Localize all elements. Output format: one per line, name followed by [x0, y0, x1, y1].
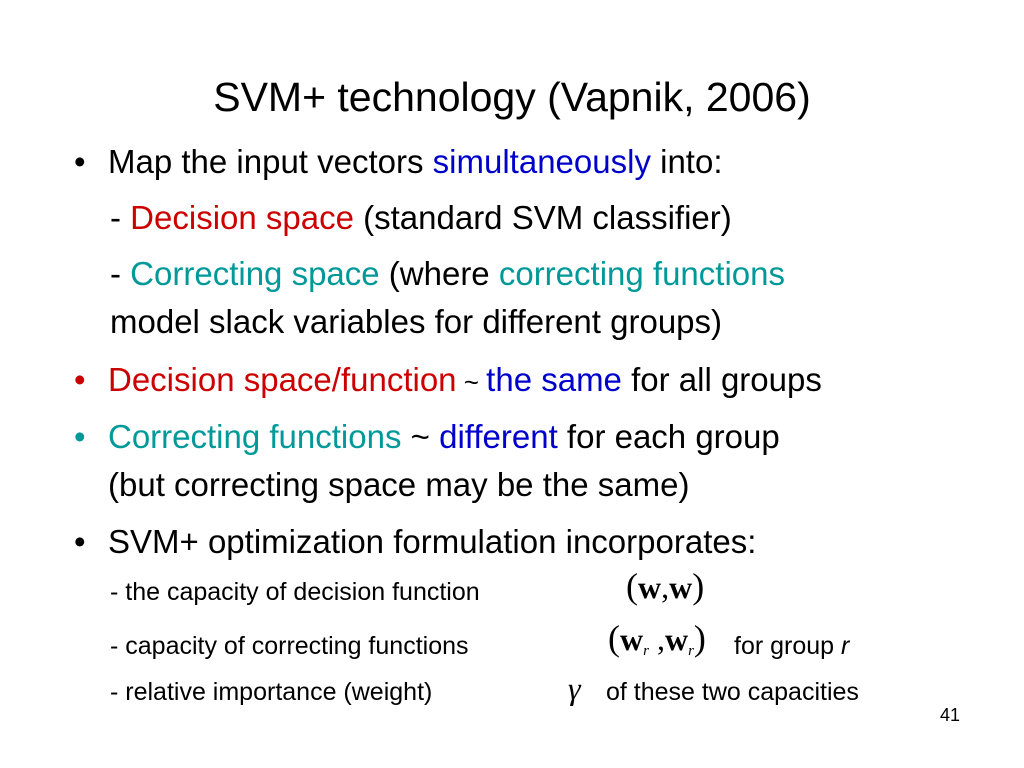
sub-item-text-end: of these two capacities	[606, 678, 859, 706]
math-inner-product-wr-wr: ($w_r$ $,w_r$)	[608, 618, 706, 659]
bullet-text-end: into:	[650, 143, 723, 180]
bullet-decision-space-function	[108, 360, 822, 402]
sub-item-text: (where	[379, 255, 499, 292]
tilde: ~	[401, 418, 440, 455]
sub-item-text: - capacity of correcting functions	[110, 632, 469, 660]
bullet-correcting-functions	[108, 417, 780, 457]
sub-item-text: (standard SVM classifier)	[353, 199, 732, 236]
bullet-correcting-functions-line2: (but correcting space may be the same)	[108, 466, 690, 503]
sub-item-text: - the capacity of decision function	[110, 578, 480, 606]
sub-item-capacity-correcting-functions	[110, 618, 850, 662]
highlight-correcting-space: Correcting space	[130, 255, 380, 292]
sub-item-correcting-space-line2: model slack variables for different groups)	[110, 303, 723, 340]
bullet-icon: •	[74, 361, 86, 398]
dash: -	[110, 199, 131, 236]
sub-item-correcting-space	[110, 254, 785, 294]
highlight-the-same: the same	[486, 361, 622, 398]
bullet-icon: •	[74, 418, 86, 455]
math-gamma: γ	[568, 670, 581, 706]
for-group-text: for group r	[734, 632, 850, 660]
tilde: ~	[456, 367, 487, 397]
slide-title: SVM+ technology (Vapnik, 2006)	[213, 74, 811, 120]
highlight-simultaneously: simultaneously	[432, 143, 651, 180]
bullet-text: Map the input vectors	[108, 143, 433, 180]
highlight-different: different	[439, 418, 558, 455]
slide-number: 41	[939, 705, 960, 725]
bullet-icon: •	[74, 143, 86, 180]
dash: -	[110, 255, 131, 292]
highlight-decision-space: Decision space	[130, 199, 354, 236]
highlight-correcting-functions: correcting functions	[498, 255, 785, 292]
highlight-correcting-functions: Correcting functions	[108, 418, 402, 455]
bullet-icon: •	[74, 523, 86, 560]
math-inner-product-w-w: (w,w)	[626, 566, 705, 606]
sub-item-capacity-decision-function	[110, 566, 705, 608]
highlight-decision-space-function: Decision space/function	[108, 361, 457, 398]
bullet-svm-plus-formulation: SVM+ optimization formulation incorporates:	[108, 523, 757, 560]
sub-item-decision-space	[110, 198, 732, 238]
sub-item-relative-importance	[110, 670, 859, 708]
bullet-text-end: for all groups	[621, 361, 822, 398]
bullet-text-end: for each group	[557, 418, 780, 455]
bullet-map-input-vectors	[108, 142, 723, 182]
sub-item-text: - relative importance (weight)	[110, 678, 433, 706]
